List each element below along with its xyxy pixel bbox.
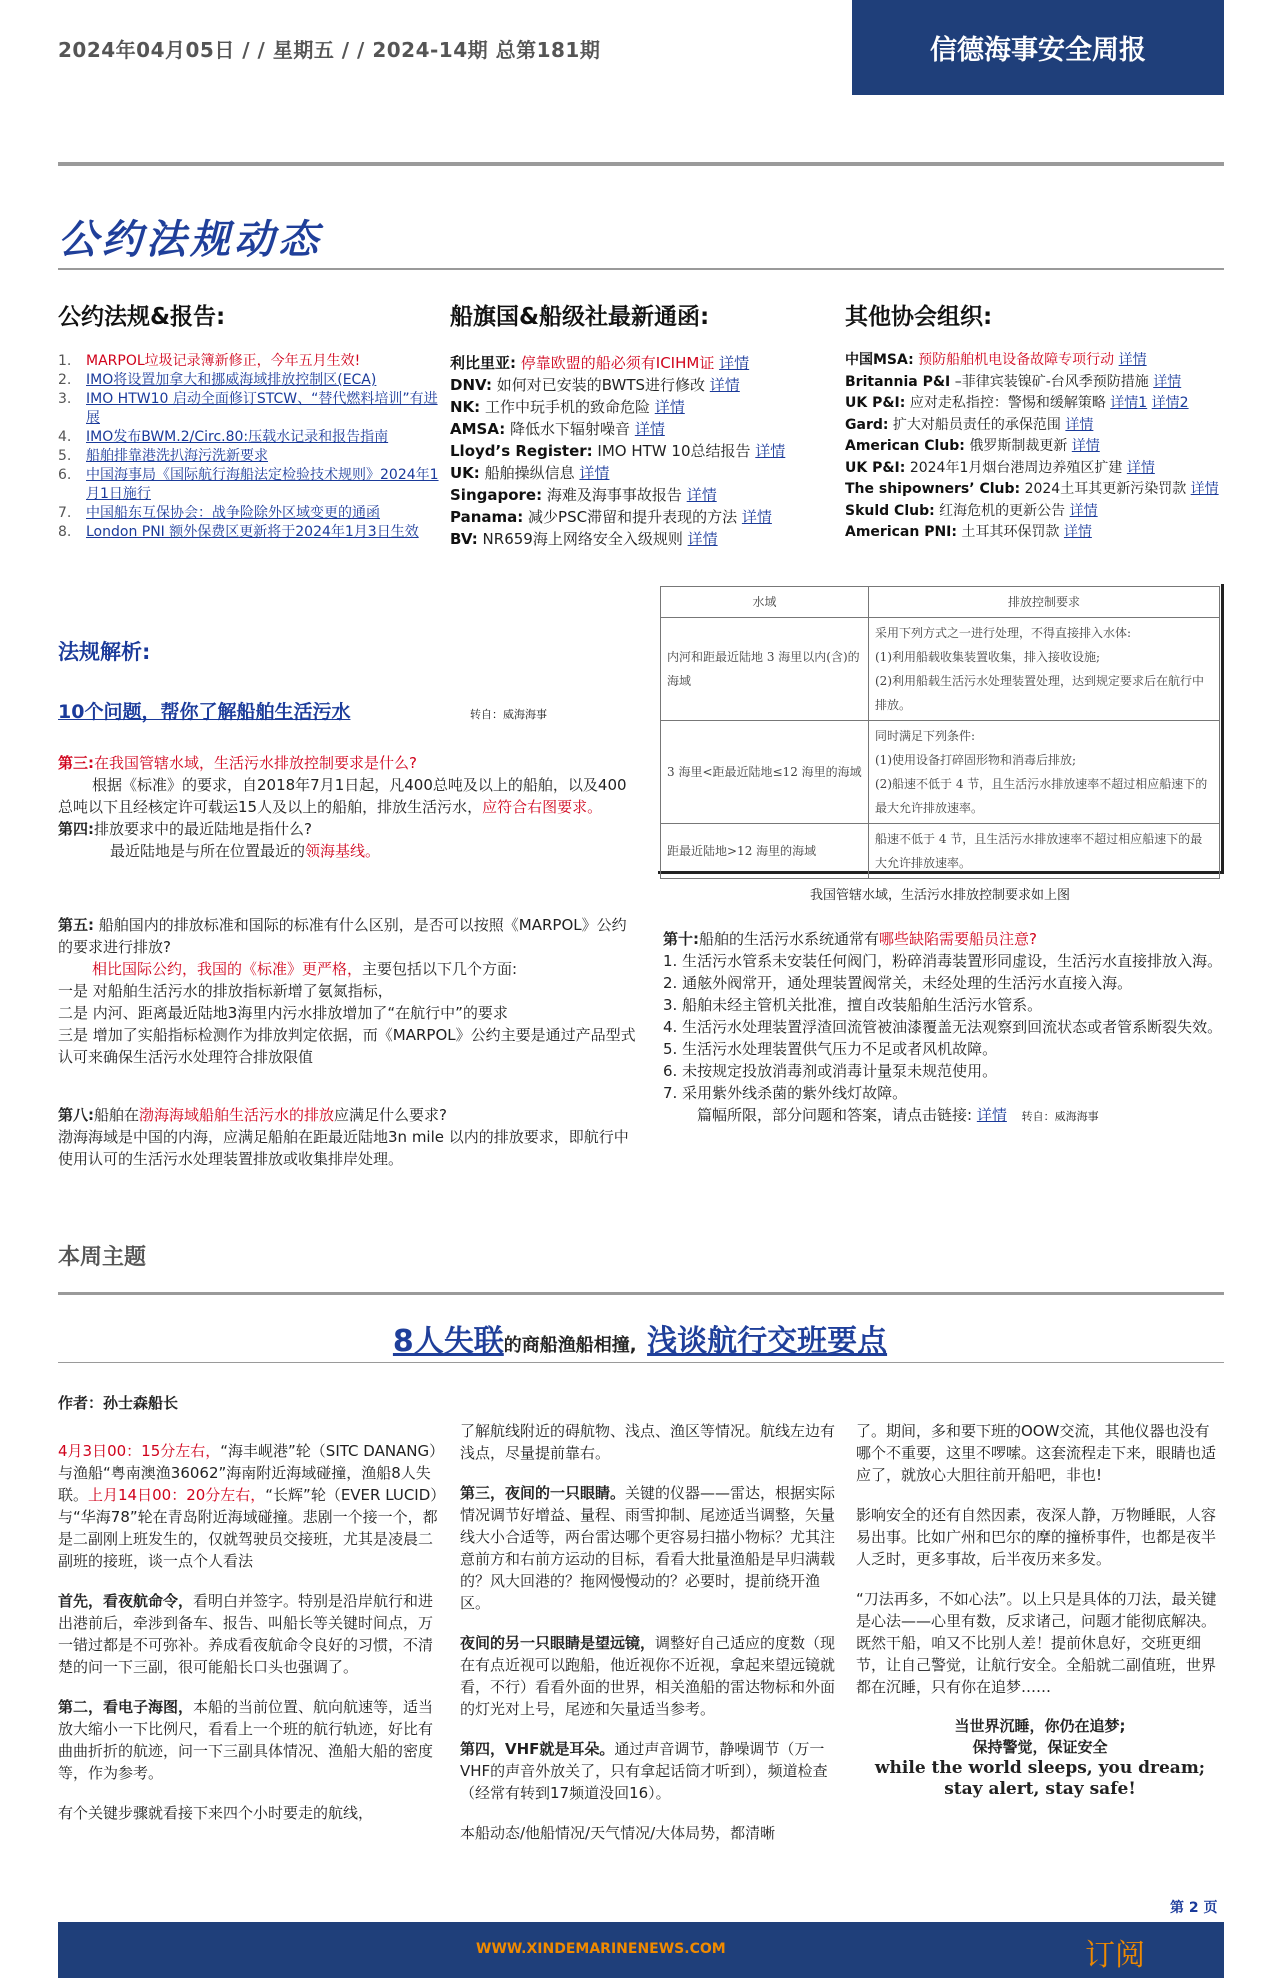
detail-link[interactable]: 详情 (1118, 352, 1147, 368)
list-item-number: 8. (58, 524, 72, 540)
detail-link[interactable]: 详情 (709, 376, 740, 394)
org-name: Singapore: (450, 486, 543, 504)
q10-detail-link[interactable]: 详情 (976, 1106, 1007, 1124)
table-cell-req (869, 618, 1220, 721)
notice-title: 2024年1月烟台港周边养殖区扩建 (909, 459, 1123, 476)
notice-title: 2024土耳其更新污染罚款 (1024, 481, 1187, 497)
q5-answer-lead: 主要包括以下几个方面: (362, 960, 518, 978)
list-item-link[interactable]: IMO HTW10 启动全面修订STCW、“替代燃料培训”有进展 (86, 391, 438, 426)
analysis-heading: 法规解析: (58, 640, 151, 664)
notice-title: 如何对已安装的BWTS进行修改 (496, 376, 706, 394)
para-lead: 第四，VHF就是耳朵。 (460, 1740, 615, 1758)
org-name: UK: (450, 464, 480, 482)
para-text: “长辉”轮（EVER LUCID）与“华海78”轮在青岛附近海域碰撞。悲剧一个接一个，都是二副刚上班发生的，仅就驾驶员交接班，尤其是凌晨二副班的接班，谈一点个人看法 (58, 1486, 438, 1570)
para-text: “海丰岘港”轮（SITC DANANG）与渔船“粤南澳渔36062”海南附近海域碰撞，渔船8人失联。 (58, 1442, 437, 1504)
list-item-number: 6. (58, 467, 72, 483)
defect-item: 4. 生活污水处理装置浮渣回流管被油漆覆盖无法观察到回流状态或者管系断裂失效。 (663, 1018, 1223, 1036)
q4-question: 排放要求中的最近陆地是指什么? (94, 820, 312, 838)
notice-title: 土耳其环保罚款 (961, 524, 1060, 540)
article-title-c: 浅谈航行交班要点 (647, 1324, 888, 1359)
para-text: 影响安全的还有自然因素，夜深人静，万物睡眠，人容易出事。比如广州和巴尔的摩的撞桥事件，也都是夜半人乏时，更多事故，后半夜历来多发。 (856, 1506, 1217, 1568)
list-item[interactable] (58, 504, 448, 523)
list-item (845, 436, 1225, 458)
q5-point-3: 三是 增加了实船指标检测作为排放判定依据，而《MARPOL》公约主要是通过产品型式认可来确保生活污水处理符合排放限值 (58, 1026, 636, 1066)
q5-answer-red: 相比国际公约，我国的《标准》更严格， (92, 960, 363, 978)
defect-item: 6. 未按规定投放消毒剂或消毒计量泵未规范使用。 (663, 1062, 998, 1080)
para-text: 通过声音调节，静噪调节（万一VHF的声音外放关了，只有拿起话筒才听到），频道检查（经常有转到17频道没回16）。 (460, 1740, 828, 1802)
list-item (450, 396, 835, 418)
q5-question: 船舶国内的排放标准和国际的标准有什么区别，是否可以按照《MARPOL》公约的要求进行排放? (58, 916, 627, 956)
q10-block (663, 928, 1223, 1128)
q8-question-b: 应满足什么要求? (334, 1106, 447, 1124)
org-name: Gard: (845, 416, 889, 433)
list-item (450, 462, 835, 484)
list-item (845, 458, 1225, 480)
org-name: AMSA: (450, 420, 506, 438)
defect-item: 1. 生活污水管系未安装任何阀门，粉碎消毒装置形同虚设，生活污水直接排放入海。 (663, 952, 1223, 970)
article-author: 作者：孙士森船长 (58, 1394, 179, 1412)
q10-label: 第十: (663, 930, 699, 948)
list-item[interactable] (58, 390, 448, 428)
convention-list (58, 352, 448, 542)
para-lead: 第三，夜间的一只眼睛。 (460, 1484, 626, 1502)
notice-title: 预防船舶机电设备故障专项行动 (918, 352, 1115, 368)
article-divider (58, 1362, 1224, 1363)
list-item (450, 418, 835, 440)
list-item-link[interactable]: London PNI 额外保费区更新将于2024年1月3日生效 (86, 524, 419, 540)
req-line: (1)利用船载收集装置收集，排入接收设施; (875, 650, 1101, 664)
detail-link[interactable]: 详情1 (1110, 395, 1148, 411)
q10-source: 转自：威海海事 (1021, 1110, 1099, 1123)
detail-link[interactable]: 详情 (1153, 373, 1182, 390)
org-name: Skuld Club: (845, 502, 935, 519)
req-line: (2)船速不低于 4 节，且生活污水排放速率不超过相应船速下的最大允许排放速率。 (875, 777, 1208, 815)
org-name: 中国MSA: (845, 352, 914, 368)
defect-item: 7. 采用紫外线杀菌的紫外线灯故障。 (663, 1084, 908, 1102)
para-text: 了解航线附近的碍航物、浅点、渔区等情况。航线左边有浅点，尽量提前靠右。 (460, 1422, 836, 1462)
table-cell-area: 距最近陆地>12 海里的海域 (661, 824, 869, 879)
article-title-a: 8人失联 (392, 1324, 504, 1359)
q3-answer-red: 应符合右图要求。 (482, 798, 603, 816)
list-item-link[interactable]: IMO将设置加拿大和挪威海域排放控制区(ECA) (86, 372, 377, 388)
table-cell-area: 内河和距最近陆地 3 海里以内(含)的海域 (661, 618, 869, 721)
date-1: 4月3日00：15分左右， (58, 1442, 221, 1460)
article-col-3 (856, 1420, 1224, 1800)
detail-link[interactable]: 详情 (755, 442, 786, 460)
notice-title: 工作中玩手机的致命危险 (484, 398, 650, 416)
list-item[interactable] (58, 352, 448, 371)
org-name: NK: (450, 398, 481, 416)
q10-list (663, 950, 1223, 1104)
q8-answer: 渤海海域是中国的内海，应满足船舶在距最近陆地3n mile 以内的排放要求，即航行中使用认可的生活污水处理装置排放或收集排岸处理。 (58, 1128, 629, 1168)
para-lead: 夜间的另一只眼睛是望远镜， (460, 1634, 656, 1652)
list-item-number: 5. (58, 448, 72, 464)
defect-item: 2. 通舷外阀常开，通处理装置阀常关，未经处理的生活污水直接入海。 (663, 974, 1133, 992)
org-name: UK P&I: (845, 459, 906, 476)
q5-point-2: 二是 内河、距离最近陆地3海里内污水排放增加了“在航行中”的要求 (58, 1004, 508, 1022)
para-text: 本船的当前位置、航向航速等，适当放大缩小一下比例尺，看看上一个班的航行轨迹，好比有曲曲折折的航迹，问一下三副具体情况、渔船大船的密度等，作为参考。 (58, 1698, 434, 1782)
org-name: UK P&I: (845, 395, 906, 411)
detail-link[interactable]: 详情 (1063, 524, 1092, 540)
list-item-number: 1. (58, 353, 72, 369)
q8-question-red: 渤海海域船舶生活污水的排放 (139, 1106, 335, 1124)
detail-link[interactable]: 详情 (634, 420, 665, 438)
q5-label: 第五: (58, 916, 94, 934)
list-item (845, 522, 1225, 544)
list-item[interactable] (58, 371, 448, 390)
q5-block (58, 914, 638, 1068)
list-item-link[interactable]: 中国海事局《国际航行海船法定检验技术规则》2024年1月1日施行 (86, 467, 439, 502)
q3-block (58, 752, 633, 862)
theme-divider (58, 1292, 1224, 1295)
list-item (450, 506, 835, 528)
table-row (661, 824, 1220, 879)
defect-item: 3. 船舶未经主管机关批准，擅自改装船舶生活污水管系。 (663, 996, 1043, 1014)
list-item[interactable] (58, 466, 448, 504)
q5-point-1: 一是 对船舶生活污水的排放指标新增了氨氮指标， (58, 982, 393, 1000)
analysis-title-link[interactable]: 10个问题，帮你了解船舶生活污水 (58, 701, 351, 723)
issue-meta: 2024年04月05日 / / 星期五 / / 2024-14期 总第181期 (58, 38, 601, 62)
q3-label: 第三: (58, 754, 94, 772)
flag-class-list (450, 352, 835, 550)
para-lead: 首先，看夜航命令， (58, 1592, 194, 1610)
q8-label: 第八: (58, 1106, 94, 1124)
list-item (845, 393, 1225, 415)
org-name: The shipowners’ Club: (845, 481, 1021, 497)
newsletter-title: 信德海事安全周报 (930, 35, 1146, 66)
notice-title: –菲律宾装镍矿-台风季预防措施 (954, 373, 1149, 390)
closing-line: 保持警觉，保证安全 (972, 1738, 1108, 1756)
date-2: 上月14日00：20分左右， (88, 1486, 266, 1504)
q4-answer-red: 领海基线。 (305, 842, 381, 860)
list-item-link[interactable]: MARPOL垃圾记录簿新修正，今年五月生效! (86, 353, 361, 369)
detail-link[interactable]: 详情 (654, 398, 685, 416)
table-header-area: 水域 (661, 587, 869, 618)
article-col-2 (460, 1420, 838, 1862)
org-name: Lloyd’s Register: (450, 442, 593, 460)
notice-title: IMO HTW 10总结报告 (597, 442, 751, 460)
q10-question: 船舶的生活污水系统通常有 (699, 930, 880, 948)
detail-link[interactable]: 详情 (1069, 502, 1098, 519)
para-lead: 第二，看电子海图， (58, 1698, 194, 1716)
table-row (661, 721, 1220, 824)
col2-heading: 船旗国&船级社最新通函: (450, 304, 710, 330)
list-item (450, 528, 835, 550)
list-item-link[interactable]: 中国船东互保协会：战争险除外区域变更的通函 (86, 505, 380, 521)
para-text: 调整好自己适应的度数（现在有点近视可以跑船，他近视你不近视，拿起来望远镜就看，不行）看看外面的世界，相关渔船的雷达物标和外面的灯光对上号，尾迹和矢量适当参考。 (460, 1634, 836, 1718)
website-link[interactable]: WWW.XINDEMARINENEWS.COM (476, 1941, 726, 1957)
notice-title: 减少PSC滞留和提升表现的方法 (528, 508, 738, 526)
notice-title: NR659海上网络安全入级规则 (482, 530, 683, 548)
req-line: 同时满足下列条件: (875, 729, 976, 743)
closing-line: while the world sleeps, you dream; (874, 1758, 1206, 1778)
closing-line: 当世界沉睡，你仍在追梦; (954, 1717, 1126, 1735)
req-line: 采用下列方式之一进行处理，不得直接排入水体: (875, 626, 1132, 640)
q8-block (58, 1104, 638, 1170)
detail-link[interactable]: 详情 (1065, 416, 1094, 433)
section-divider (58, 268, 1224, 270)
list-item (450, 484, 835, 506)
list-item (450, 440, 835, 462)
detail-link[interactable]: 详情 (579, 464, 610, 482)
detail-link[interactable]: 详情 (686, 486, 717, 504)
list-item (845, 415, 1225, 437)
para-text: 了。期间，多和要下班的OOW交流，其他仪器也没有哪个不重要，这里不啰嗦。这套流程走下来，眼睛也适应了，就放心大胆往前开船吧，非也! (856, 1422, 1217, 1484)
notice-title: 应对走私指控：警惕和缓解策略 (909, 395, 1106, 411)
notice-title: 船舶操纵信息 (484, 464, 575, 482)
org-name: American Club: (845, 438, 965, 454)
list-item (845, 501, 1225, 523)
list-item[interactable] (58, 523, 448, 542)
article-col-1 (58, 1440, 438, 1842)
org-name: DNV: (450, 376, 492, 394)
closing-line: stay alert, stay safe! (944, 1779, 1136, 1799)
detail-link[interactable]: 详情 (741, 508, 772, 526)
detail-link[interactable]: 详情 (1071, 438, 1100, 454)
org-name: American PNI: (845, 524, 957, 540)
notice-title: 红海危机的更新公告 (939, 502, 1066, 519)
table-caption: 我国管辖水域，生活污水排放控制要求如上图 (809, 888, 1070, 903)
detail-link[interactable]: 详情 (719, 354, 750, 372)
list-item[interactable] (58, 428, 448, 447)
detail-link[interactable]: 详情 (687, 530, 718, 548)
discharge-table (660, 586, 1220, 879)
closing-block (856, 1716, 1224, 1800)
q10-end-text: 篇幅所限，部分问题和答案，请点击链接: (697, 1106, 973, 1124)
list-item-number: 3. (58, 391, 72, 407)
subscribe-link[interactable]: 订阅 (1085, 1938, 1145, 1973)
defect-item: 5. 生活污水处理装置供气压力不足或者风机故障。 (663, 1040, 998, 1058)
list-item (450, 374, 835, 396)
detail-link[interactable]: 详情 (1126, 459, 1155, 476)
list-item (845, 479, 1225, 501)
list-item (450, 352, 835, 374)
list-item-number: 2. (58, 372, 72, 388)
col1-heading: 公约法规&报告: (58, 304, 226, 330)
table-header-req: 排放控制要求 (869, 587, 1220, 618)
association-list (845, 350, 1225, 544)
notice-title: 停靠欧盟的船必须有ICIHM证 (520, 354, 715, 372)
table-cell-req (869, 824, 1220, 879)
list-item (845, 372, 1225, 394)
q3-answer: 根据《标准》的要求，自2018年7月1日起，凡400总吨及以上的船舶，以及400总吨以下且经核定许可载运15人及以上的船舶，排放生活污水， (58, 776, 627, 816)
page-number: 第 2 页 (1170, 1900, 1218, 1916)
list-item-link[interactable]: IMO发布BWM.2/Circ.80:压载水记录和报告指南 (86, 429, 389, 445)
q4-label: 第四: (58, 820, 94, 838)
notice-title: 海难及海事事故报告 (546, 486, 682, 504)
theme-heading: 本周主题 (58, 1245, 147, 1270)
org-name: 利比里亚: (450, 354, 516, 372)
para-text: 关键的仪器——雷达，根据实际情况调节好增益、量程、雨雪抑制、尾迹适当调整，矢量线大小合适等，两台雷达哪个更容易扫描小物标？尤其注意前方和右前方运动的目标，看看大批量渔船是早归满载的？风大回港的？拖网慢慢动的？必要时，提前绕开渔区。 (460, 1484, 836, 1612)
notice-title: 扩大对船员责任的承保范围 (892, 416, 1061, 433)
header-divider (58, 162, 1224, 166)
section-title: 公约法规动态 (58, 217, 322, 263)
para-text: 有个关键步骤就看接下来四个小时要走的航线， (58, 1804, 374, 1822)
table-row (661, 618, 1220, 721)
q8-question-a: 船舶在 (94, 1106, 140, 1124)
list-item (845, 350, 1225, 372)
req-line: 船速不低于 4 节，且生活污水排放速率不超过相应船速下的最大允许排放速率。 (875, 832, 1203, 870)
article-title (0, 1316, 1280, 1360)
list-item-number: 7. (58, 505, 72, 521)
article-title-b: 的商船渔船相撞, (503, 1335, 637, 1356)
table-cell-area: 3 海里<距最近陆地≤12 海里的海域 (661, 721, 869, 824)
para-text: 本船动态/他船情况/天气情况/大体局势，都清晰 (460, 1824, 776, 1842)
q10-question-red: 哪些缺陷需要船员注意? (879, 930, 1037, 948)
detail-link[interactable]: 详情 (1190, 481, 1219, 497)
list-item-number: 4. (58, 429, 72, 445)
q4-answer: 最近陆地是与所在位置最近的 (110, 842, 306, 860)
notice-title: 降低水下辐射噪音 (510, 420, 631, 438)
list-item-link[interactable]: 船舶排靠港洗扒海污洗新要求 (86, 448, 268, 464)
org-name: BV: (450, 530, 478, 548)
table-cell-req (869, 721, 1220, 824)
req-line: (2)利用船载生活污水处理装置处理，达到规定要求后在航行中排放。 (875, 674, 1205, 712)
org-name: Panama: (450, 508, 524, 526)
notice-title: 俄罗斯制裁更新 (969, 438, 1068, 454)
para-text: 看明白并签字。特别是沿岸航行和进出港前后，牵涉到备车、报告、叫船长等关键时间点，万一错过都是不可弥补。养成看夜航命令良好的习惯，不清楚的问一下三副，很可能船长口头也强调了。 (58, 1592, 434, 1676)
q3-question: 在我国管辖水域，生活污水排放控制要求是什么? (94, 754, 417, 772)
col3-heading: 其他协会组织: (845, 304, 993, 330)
org-name: Britannia P&I (845, 373, 951, 390)
req-line: (1)使用设备打碎固形物和消毒后排放; (875, 753, 1077, 767)
para-text: “刀法再多，不如心法”。以上只是具体的刀法，最关键是心法——心里有数，反求诸己，问题才能彻底解决。既然干船，咱又不比别人差！提前休息好，交班更细节，让自己警觉，让航行安全。全船就二副值班，世界都在沉睡，只有你在追梦…… (856, 1590, 1217, 1696)
newsletter-title-box (852, 0, 1224, 95)
analysis-source: 转自：威海海事 (470, 708, 547, 721)
list-item[interactable] (58, 447, 448, 466)
detail-link-2[interactable]: 详情2 (1151, 395, 1189, 411)
